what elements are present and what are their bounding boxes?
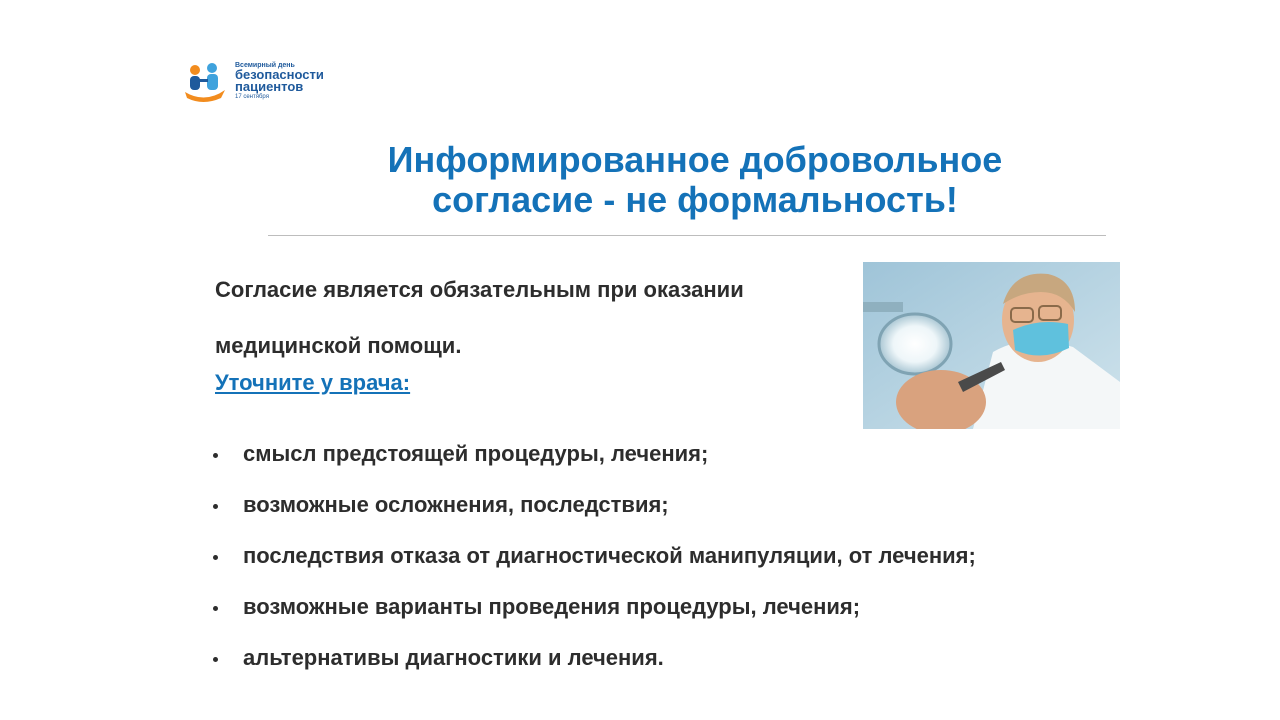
patient-safety-logo-icon xyxy=(181,60,229,104)
bullet-icon xyxy=(213,555,218,560)
list-item-text: возможные варианты проведения процедуры, лечения; xyxy=(243,593,861,619)
list-item xyxy=(213,530,1113,581)
list-item-text: смысл предстоящей процедуры, лечения; xyxy=(243,440,709,466)
bullet-icon xyxy=(213,657,218,662)
bullet-list xyxy=(213,428,1113,683)
list-item-text: последствия отказа от диагностической манипуляции, от лечения; xyxy=(243,542,976,568)
list-item-text: возможные осложнения, последствия; xyxy=(243,491,669,517)
logo-date: 17 сентября xyxy=(235,94,269,100)
intro-line-2: медицинской помощи. xyxy=(215,333,462,358)
logo-line-3: пациентов xyxy=(235,79,304,94)
list-item-text: альтернативы диагностики и лечения. xyxy=(243,644,664,670)
intro-line-1: Согласие является обязательным при оказании xyxy=(215,277,744,302)
list-item xyxy=(213,428,1113,479)
list-item xyxy=(213,581,1113,632)
list-item xyxy=(213,632,1113,683)
intro-text xyxy=(215,262,855,374)
title-line-2: согласие - не формальность! xyxy=(432,179,958,220)
title-divider xyxy=(268,235,1106,236)
list-item xyxy=(213,479,1113,530)
clarify-link[interactable]: Уточните у врача: xyxy=(215,370,411,395)
doctor-photo xyxy=(863,262,1120,429)
logo-line-1: Всемирный день xyxy=(235,62,295,69)
doctor-illustration-icon xyxy=(863,262,1120,429)
logo-line-2: безопасности xyxy=(235,67,324,82)
event-logo xyxy=(181,60,324,104)
bullet-icon xyxy=(213,504,218,509)
bullet-icon xyxy=(213,453,218,458)
bullet-icon xyxy=(213,606,218,611)
title-line-1: Информированное добровольное xyxy=(387,139,1003,180)
slide-title xyxy=(300,140,1090,220)
